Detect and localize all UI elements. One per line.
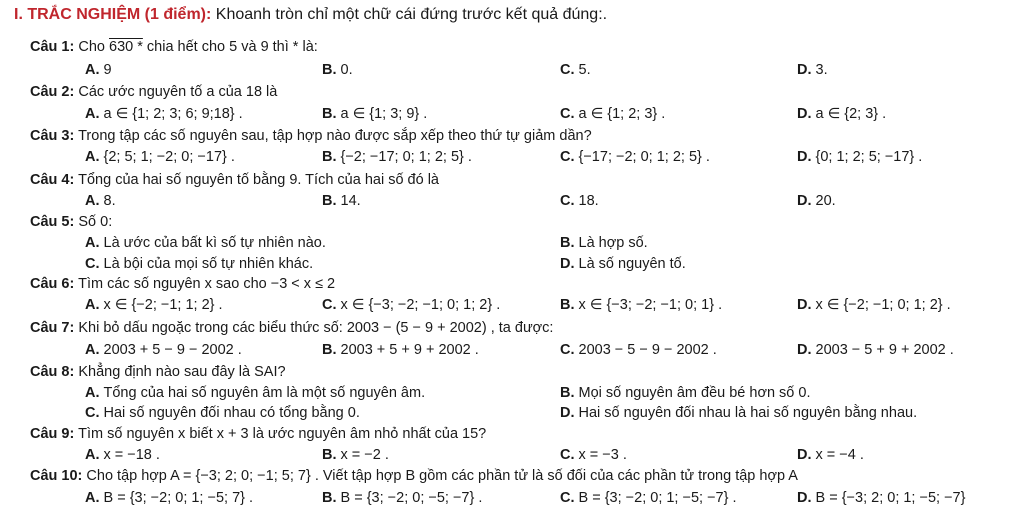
question-4 bbox=[0, 172, 1024, 194]
option-a[interactable]: A. x = −18 . bbox=[85, 447, 160, 463]
option-b[interactable]: B. 0. bbox=[322, 62, 353, 78]
option-a[interactable]: A. {2; 5; 1; −2; 0; −17} . bbox=[85, 149, 235, 165]
option-c[interactable]: C. B = {3; −2; 0; 1; −5; −7} . bbox=[560, 490, 737, 506]
options-row-8b bbox=[0, 405, 1024, 427]
option-d[interactable]: D. 20. bbox=[797, 193, 836, 209]
option-c[interactable]: C. Hai số nguyên đối nhau có tổng bằng 0. bbox=[85, 405, 360, 421]
question-text: Các ước nguyên tố a của 18 là bbox=[78, 84, 278, 100]
section-heading: I. TRẮC NGHIỆM (1 điểm): bbox=[14, 6, 212, 23]
option-d[interactable]: D. {0; 1; 2; 5; −17} . bbox=[797, 149, 923, 165]
option-d[interactable]: D. 2003 − 5 + 9 + 2002 . bbox=[797, 342, 954, 358]
options-row-5b bbox=[0, 256, 1024, 278]
question-text: Cho tập hợp A = {−3; 2; 0; −1; 5; 7} . Viết tập hợp B gồm các phần tử là số đối của các phần tử trong tập hợp A bbox=[86, 468, 798, 484]
option-c[interactable]: C. a ∈ {1; 2; 3} . bbox=[560, 106, 666, 122]
option-b[interactable]: B. a ∈ {1; 3; 9} . bbox=[322, 106, 428, 122]
question-text: Cho bbox=[78, 39, 105, 55]
option-d[interactable]: D. x = −4 . bbox=[797, 447, 864, 463]
option-a[interactable]: A. B = {3; −2; 0; 1; −5; 7} . bbox=[85, 490, 254, 506]
option-a[interactable]: A. Tổng của hai số nguyên âm là một số nguyên âm. bbox=[85, 385, 426, 401]
option-a[interactable]: A. 8. bbox=[85, 193, 116, 209]
options-row-2 bbox=[0, 106, 1024, 128]
question-2 bbox=[0, 84, 1024, 106]
options-row-10 bbox=[0, 490, 1024, 512]
option-c[interactable]: C. x ∈ {−3; −2; −1; 0; 1; 2} . bbox=[322, 297, 501, 313]
option-a[interactable]: A. 2003 + 5 − 9 − 2002 . bbox=[85, 342, 242, 358]
question-5 bbox=[0, 214, 1024, 236]
options-row-7 bbox=[0, 342, 1024, 364]
option-c[interactable]: C. 5. bbox=[560, 62, 591, 78]
question-label: Câu 9: bbox=[30, 426, 75, 442]
question-10 bbox=[0, 468, 1024, 490]
question-label: Câu 6: bbox=[30, 276, 75, 292]
question-9 bbox=[0, 426, 1024, 448]
options-row-3 bbox=[0, 149, 1024, 171]
question-3 bbox=[0, 128, 1024, 150]
option-d[interactable]: D. B = {−3; 2; 0; 1; −5; −7} bbox=[797, 490, 966, 506]
option-d[interactable]: D. a ∈ {2; 3} . bbox=[797, 106, 887, 122]
option-a[interactable]: A. x ∈ {−2; −1; 1; 2} . bbox=[85, 297, 223, 313]
option-b[interactable]: B. Là hợp số. bbox=[560, 235, 648, 251]
question-text: Trong tập các số nguyên sau, tập hợp nào được sắp xếp theo thứ tự giảm dần? bbox=[78, 128, 592, 144]
options-row-6 bbox=[0, 297, 1024, 319]
overline-number: 630 * bbox=[109, 39, 143, 55]
option-b[interactable]: B. {−2; −17; 0; 1; 2; 5} . bbox=[322, 149, 472, 165]
option-b[interactable]: B. B = {3; −2; 0; −5; −7} . bbox=[322, 490, 483, 506]
option-c[interactable]: C. Là bội của mọi số tự nhiên khác. bbox=[85, 256, 314, 272]
question-text: Tìm số nguyên x biết x + 3 là ước nguyên âm nhỏ nhất của 15? bbox=[78, 426, 487, 442]
question-text: Khi bỏ dấu ngoặc trong các biểu thức số: 2003 − (5 − 9 + 2002) , ta được: bbox=[78, 320, 554, 336]
question-text: Số 0: bbox=[78, 214, 113, 230]
options-row-8a bbox=[0, 385, 1024, 407]
options-row-5a bbox=[0, 235, 1024, 257]
option-a[interactable]: A. Là ước của bất kì số tự nhiên nào. bbox=[85, 235, 326, 251]
option-d[interactable]: D. x ∈ {−2; −1; 0; 1; 2} . bbox=[797, 297, 951, 313]
question-text: Tổng của hai số nguyên tố bằng 9. Tích của hai số đó là bbox=[78, 172, 439, 188]
question-label: Câu 7: bbox=[30, 320, 75, 336]
question-7 bbox=[0, 320, 1024, 342]
option-b[interactable]: B. x = −2 . bbox=[322, 447, 389, 463]
question-8 bbox=[0, 364, 1024, 386]
question-label: Câu 8: bbox=[30, 364, 75, 380]
option-a[interactable]: A. a ∈ {1; 2; 3; 6; 9;18} . bbox=[85, 106, 243, 122]
question-1 bbox=[0, 39, 1024, 61]
options-row-9 bbox=[0, 447, 1024, 469]
question-label: Câu 10: bbox=[30, 468, 83, 484]
option-c[interactable]: C. {−17; −2; 0; 1; 2; 5} . bbox=[560, 149, 710, 165]
section-instruction: Khoanh tròn chỉ một chữ cái đứng trước kết quả đúng:. bbox=[215, 6, 608, 23]
question-label: Câu 1: bbox=[30, 39, 75, 55]
question-text: chia hết cho 5 và 9 thì * là: bbox=[146, 39, 318, 55]
options-row-4 bbox=[0, 193, 1024, 215]
option-d[interactable]: D. 3. bbox=[797, 62, 828, 78]
question-label: Câu 3: bbox=[30, 128, 75, 144]
option-d[interactable]: D. Hai số nguyên đối nhau là hai số nguyên bằng nhau. bbox=[560, 405, 918, 421]
option-b[interactable]: B. Mọi số nguyên âm đều bé hơn số 0. bbox=[560, 385, 811, 401]
question-text: Tìm các số nguyên x sao cho −3 < x ≤ 2 bbox=[78, 276, 336, 292]
options-row-1 bbox=[0, 62, 1024, 84]
option-a[interactable]: A. 9 bbox=[85, 62, 112, 78]
question-label: Câu 2: bbox=[30, 84, 75, 100]
option-b[interactable]: B. 2003 + 5 + 9 + 2002 . bbox=[322, 342, 479, 358]
option-b[interactable]: B. 14. bbox=[322, 193, 361, 209]
question-label: Câu 5: bbox=[30, 214, 75, 230]
option-c[interactable]: C. x = −3 . bbox=[560, 447, 627, 463]
question-label: Câu 4: bbox=[30, 172, 75, 188]
question-6 bbox=[0, 276, 1024, 298]
option-c[interactable]: C. 18. bbox=[560, 193, 599, 209]
question-text: Khẳng định nào sau đây là SAI? bbox=[78, 364, 286, 380]
option-b[interactable]: B. x ∈ {−3; −2; −1; 0; 1} . bbox=[560, 297, 723, 313]
option-c[interactable]: C. 2003 − 5 − 9 − 2002 . bbox=[560, 342, 717, 358]
section-title bbox=[14, 6, 607, 24]
option-d[interactable]: D. Là số nguyên tố. bbox=[560, 256, 686, 272]
